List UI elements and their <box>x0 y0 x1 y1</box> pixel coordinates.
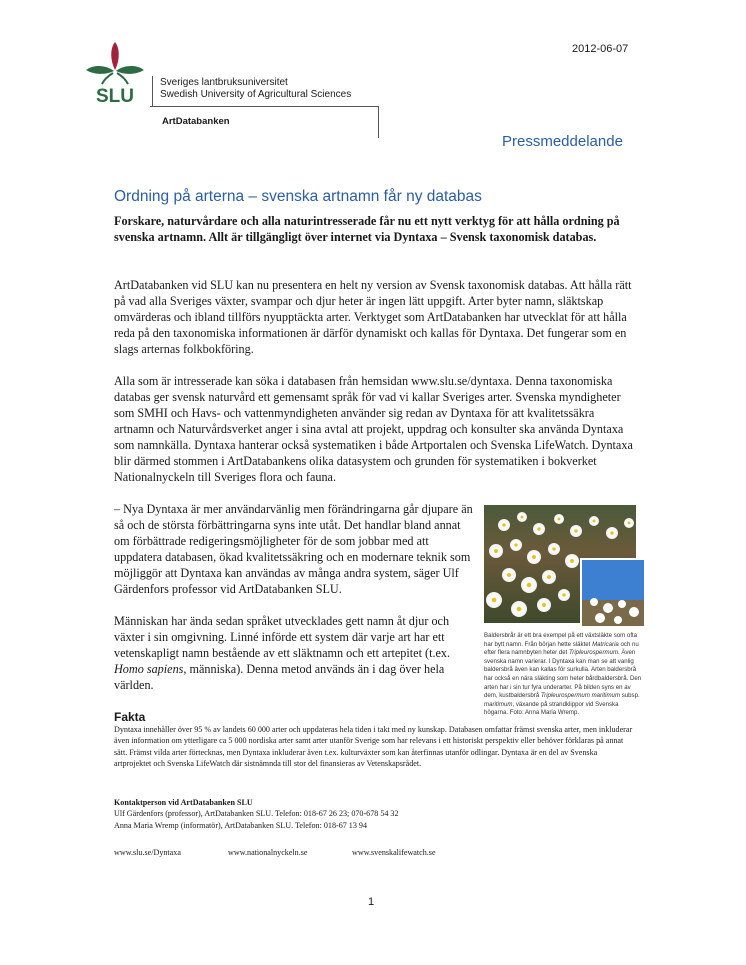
caption-text: Baldersbrår är ett bra exempel på ett växtsläkte som ofta har bytt namn. Från början hette släktet <box>484 632 638 648</box>
contact-line-2: Anna Maria Wremp (informatör), ArtDatabanken SLU. Telefon: 018-67 13 94 <box>114 821 368 830</box>
page-number: 1 <box>368 896 375 908</box>
caption-text: och nu efter flera namnbyten heter det <box>484 640 639 657</box>
department-rule-vertical <box>378 106 379 138</box>
caption-text: subsp. <box>620 692 640 700</box>
article-headline: Ordning på arterna – svenska artnamn får ny databas <box>114 188 482 205</box>
photo-coastal-daisies <box>580 558 644 626</box>
caption-text: , växande på strandklippor vid Svenska högarna. Foto: Anna Maria Wremp. <box>484 700 619 717</box>
contact-heading: Kontaktperson vid ArtDatabanken SLU <box>114 798 253 807</box>
caption-species: maritimum <box>484 700 513 708</box>
department-name: ArtDatabanken <box>162 116 230 127</box>
org-name-swedish: Sveriges lantbruksuniversitet <box>160 77 288 88</box>
paragraph-text: , människa). Denna metod används än i dag över hela världen. <box>114 662 445 692</box>
document-date: 2012-06-07 <box>572 43 629 55</box>
caption-species: Matricaria <box>592 640 619 648</box>
caption-species: Tripleurospermum <box>569 649 619 657</box>
caption-text: . Även svenska namn varierar. I Dyntaxa kan man se att vanlig baldersbrå även kan kallas för surkulla. Arten baldersbrå har också en nära släkting som heter bårdbaldersbrå. Den arten har i sin tur fyra underarter. På bilden syns en av dem, kustbaldersbrå <box>484 649 642 700</box>
article-lead: Forskare, naturvårdare och alla naturintresserade får nu ett nytt verktyg för att hålla ordning på svenska artnamn. Allt är tillgängligt över internet via Dyntaxa – Svensk taxonomisk databas. <box>114 214 620 244</box>
caption-species: Tripleurospermum maritimum <box>540 692 621 700</box>
paragraph-text: Människan har ända sedan språket utvecklades gett namn åt djur och växter i sin omgivning. Linné införde ett system där varje art har ett vetenskapligt namn bestående av ett släktnamn och ett artepitet (t.ex. <box>114 614 451 660</box>
logo-text: SLU <box>96 86 134 107</box>
document-type: Pressmeddelande <box>502 133 623 150</box>
contact-line-1: Ulf Gärdenfors (professor), ArtDatabanken SLU. Telefon: 018-67 26 23; 070-678 54 32 <box>114 809 399 818</box>
article-paragraph-3: – Nya Dyntaxa är mer användarvänlig men förändringarna går djupare än så och de största förbättringarna syns inte utåt. Det handlar bland annat om förbättrade redigeringsmöjligheter för de som jobbar med att uppdatera databasen, ökad kvalitetssäkring och en modernare teknik som möjliggör att Dyntaxa kan användas av många andra system, säger Ulf Gärdenfors professor vid ArtDatabanken SLU. <box>114 502 473 596</box>
article-paragraph-2: Alla som är intresserade kan söka i databasen från hemsidan www.slu.se/dyntaxa. Denna taxonomiska databas ger svensk naturvård ett gemensamt språk för vad vi kallar Sveriges arter. Svenska myndigheter som SMHI och Havs- och vattenmyndigheten använder sig redan av Dyntaxa för att kvalitetssäkra artnamn och Naturvårdsverket anger i sina avtal att projekt, uppdrag och konsulter ska använda Dyntaxa som namnkälla. Dyntaxa hanterar också systematiken i både Artportalen och Svenska LifeWatch. Dyntaxa blir därmed stommen i ArtDatabankens olika datasystem och grunden för systematiken i bokverket Nationalnyckeln till Sveriges flora och fauna. <box>114 374 633 484</box>
species-name: Homo sapiens <box>114 662 184 676</box>
department-rule <box>150 106 379 107</box>
link-dyntaxa[interactable]: www.slu.se/Dyntaxa <box>114 848 181 857</box>
link-nationalnyckeln[interactable]: www.nationalnyckeln.se <box>228 848 308 857</box>
photo-caption <box>484 632 644 718</box>
article-paragraph-4 <box>114 613 474 693</box>
org-name-english: Swedish University of Agricultural Sciences <box>160 89 352 100</box>
fakta-text: Dyntaxa innehåller över 95 % av landets 60 000 arter och uppdateras hela tiden i takt med ny kunskap. Databasen omfattar främst svenska arter, men inkluderar även information om ytterligare ca 5 000 nordiska arter samt arter utanför Sverige som har relevans i ett historiskt perspektiv eller behöver förklaras på annat sätt. Främst vilda arter förtecknas, men Dyntaxa inkluderar även t.ex. kulturväxter som kan återfinnas utanför odlingar. Dyntaxa är en del av Svenska artprojektet och Svenska LifeWatch där sistnämnda till stor del finansieras av Vetenskapsrådet. <box>114 725 633 769</box>
article-paragraph-1: ArtDatabanken vid SLU kan nu presentera en helt ny version av Svensk taxonomisk databas. Att hålla rätt på vad alla Sveriges växter, svampar och djur heter är ingen lätt uppgift. Arter byter namn, släktskap omvärderas och ibland tillförs nyupptäckta arter. Verktyget som ArtDatabanken har utvecklat för att hålla reda på den taxonomiska informationen är därför dynamiskt och kallas för Dyntaxa. Det fungerar som en slags arternas folkbokföring. <box>114 278 632 356</box>
fakta-heading: Fakta <box>114 710 146 724</box>
slu-logo-icon <box>84 40 146 108</box>
link-lifewatch[interactable]: www.svenskalifewatch.se <box>352 848 436 857</box>
header-divider <box>152 76 153 106</box>
